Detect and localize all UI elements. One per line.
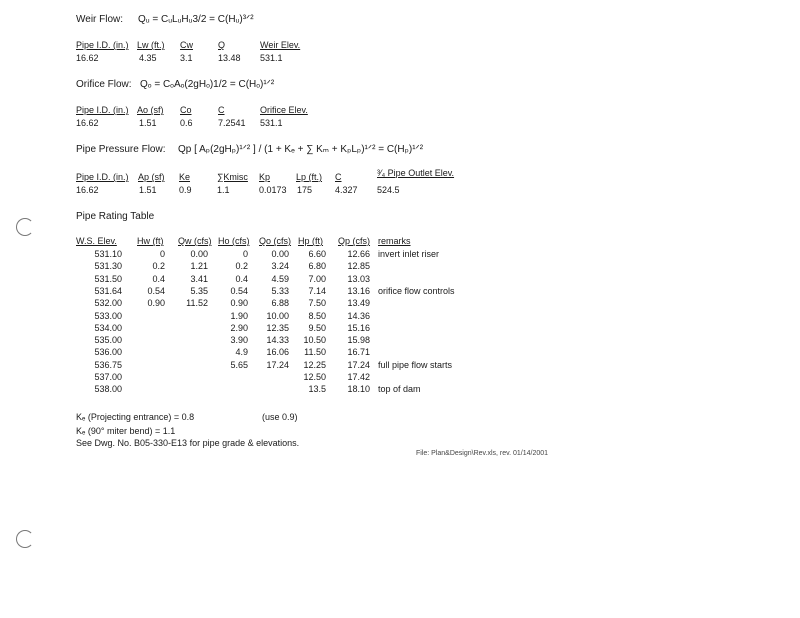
orifice-header-elev: Orifice Elev. [260,105,308,115]
rating-cell-ws-elev: 532.00 [94,298,122,309]
pressure-header-kp: Kp [259,172,271,182]
pressure-header-lp: Lp (ft.) [296,172,323,182]
pressure-value-kp: 0.0173 [259,185,287,195]
rating-header-qw: Qw (cfs) [178,236,212,246]
rating-cell-qp: 13.16 [347,285,370,296]
pressure-value-pipe-id: 16.62 [76,185,99,195]
rating-cell-qo: 6.88 [271,298,289,309]
rating-cell-ho: 3.90 [230,335,248,346]
rating-cell-ws-elev: 531.64 [94,285,122,296]
rating-cell-hp: 13.5 [308,384,326,395]
weir-header-elev: Weir Elev. [260,40,301,50]
rating-cell-hp: 10.50 [303,335,326,346]
rating-cell-qo: 16.06 [266,347,289,358]
pressure-value-c: 4.327 [335,185,358,195]
pressure-value-kmisc: 1.1 [217,185,230,195]
rating-cell-qp: 12.85 [347,261,370,272]
rating-cell-qp: 16.71 [347,347,370,358]
weir-flow-formula: Qᵤ = CᵤLᵤHᵤ3/2 = C(Hᵤ)³ᐟ² [138,14,254,25]
rating-cell-qo: 5.33 [271,285,289,296]
rating-cell-ho: 4.9 [235,347,248,358]
weir-header-q: Q [218,40,226,50]
weir-value-pipe-id: 16.62 [76,53,99,63]
note-ke-projecting: Kₑ (Projecting entrance) = 0.8 [76,412,195,422]
orifice-header-co: Co [180,105,192,115]
note-file-path: File: Plan&Design\Rev.xls, rev. 01/14/2001 [416,450,549,457]
rating-table-title: Pipe Rating Table [76,211,155,222]
rating-cell-remarks: top of dam [378,384,421,395]
rating-cell-hw: 0.90 [147,298,165,309]
rating-cell-qw: 5.35 [190,285,208,296]
rating-cell-ho: 2.90 [230,322,248,333]
rating-header-hw: Hw (ft) [137,236,164,246]
pressure-flow-formula: Qp [ Aₚ(2gHₚ)¹ᐟ² ] / (1 + Kₑ + ∑ Kₘ + KₚLₚ)¹ᐟ² = C(Hₚ)¹ᐟ² [178,144,424,155]
orifice-value-ao: 1.51 [139,118,157,128]
pressure-header-outlet-elev: ³⁄₄ Pipe Outlet Elev. [377,168,455,178]
rating-cell-qp: 18.10 [347,384,370,395]
pressure-value-lp: 175 [297,185,313,195]
rating-cell-qp: 14.36 [347,310,370,321]
rating-cell-qo: 0.00 [271,249,289,259]
rating-cell-ws-elev: 536.00 [94,347,122,358]
rating-cell-ws-elev: 537.00 [94,372,122,382]
rating-cell-ho: 0 [242,249,248,259]
rating-cell-ho: 1.90 [230,310,248,321]
rating-cell-qw: 3.41 [190,273,208,284]
rating-cell-hp: 8.50 [308,310,326,321]
rating-cell-ws-elev: 531.30 [94,261,122,272]
rating-cell-qo: 12.35 [266,322,289,333]
rating-cell-qo: 17.24 [266,359,289,370]
rating-cell-hp: 7.50 [308,298,326,309]
rating-cell-ws-elev: 533.00 [94,310,122,321]
rating-cell-qo: 4.59 [271,273,289,284]
rating-cell-ho: 0.90 [230,298,248,309]
rating-cell-qp: 17.42 [347,372,370,382]
rating-cell-remarks: full pipe flow starts [378,359,453,370]
weir-value-lw: 4.35 [139,53,157,63]
note-ke-use: (use 0.9) [262,412,298,422]
rating-header-qp: Qp (cfs) [338,236,371,246]
rating-cell-qp: 13.49 [347,298,370,309]
orifice-flow-title: Orifice Flow: [76,79,132,90]
rating-cell-hp: 6.80 [308,261,326,272]
rating-cell-ws-elev: 536.75 [94,359,122,370]
orifice-value-pipe-id: 16.62 [76,118,99,128]
rating-cell-ho: 0.4 [235,273,248,284]
rating-cell-hp: 11.50 [304,347,326,358]
rating-cell-qp: 15.16 [347,322,370,333]
rating-cell-hw: 0.4 [152,273,165,284]
rating-cell-ws-elev: 534.00 [94,322,122,333]
binder-hole-mark [16,218,34,236]
weir-value-elev: 531.1 [260,53,283,63]
pressure-header-kmisc: ∑Kmisc [217,172,248,182]
rating-cell-qp: 13.03 [347,273,370,284]
pressure-value-ap: 1.51 [139,185,157,195]
note-drawing-reference: See Dwg. No. B05-330-E13 for pipe grade & elevations. [76,438,300,448]
weir-value-cw: 3.1 [180,53,193,63]
orifice-header-ao: Ao (sf) [137,105,164,115]
rating-cell-hp: 12.25 [303,359,326,370]
rating-cell-hp: 7.14 [308,285,326,296]
rating-header-hp: Hp (ft) [298,236,324,246]
rating-cell-hp: 7.00 [308,273,326,284]
pressure-header-ke: Ke [179,172,191,182]
rating-cell-qo: 14.33 [266,335,289,346]
orifice-header-c: C [218,105,225,115]
rating-cell-qo: 3.24 [271,261,289,272]
rating-cell-ho: 0.2 [235,261,248,272]
rating-cell-ho: 0.54 [230,285,248,296]
weir-header-lw: Lw (ft.) [137,40,165,50]
weir-header-cw: Cw [180,40,193,50]
rating-cell-ws-elev: 535.00 [94,335,122,346]
rating-cell-hw: 0.2 [152,261,165,272]
rating-header-ws-elev: W.S. Elev. [76,236,117,246]
rating-cell-ws-elev: 531.50 [94,273,122,284]
pressure-header-pipe-id: Pipe I.D. (in.) [76,172,129,182]
rating-cell-hp: 12.50 [303,372,326,382]
pressure-header-ap: Ap (sf) [138,172,165,182]
rating-cell-hw: 0 [159,249,165,259]
rating-cell-ws-elev: 531.10 [94,249,122,259]
rating-cell-qp: 15.98 [347,335,370,346]
rating-cell-qw: 1.21 [190,261,208,272]
rating-header-remarks: remarks [378,236,411,246]
rating-header-ho: Ho (cfs) [218,236,250,246]
rating-cell-qw: 11.52 [186,298,208,309]
rating-cell-hp: 6.60 [308,249,326,259]
rating-cell-qo: 10.00 [266,310,289,321]
rating-cell-qp: 17.24 [347,359,370,370]
rating-cell-remarks: invert inlet riser [378,249,440,259]
rating-cell-qw: 0.00 [190,249,208,259]
note-kb-miter: Kₑ (90° miter bend) = 1.1 [76,426,176,436]
rating-cell-ho: 5.65 [230,359,248,370]
rating-cell-ws-elev: 538.00 [94,384,122,395]
pressure-flow-title: Pipe Pressure Flow: [76,144,166,155]
orifice-value-co: 0.6 [180,118,193,128]
orifice-header-pipe-id: Pipe I.D. (in.) [76,105,129,115]
binder-hole-mark [16,530,34,548]
rating-cell-hp: 9.50 [308,322,326,333]
pressure-value-ke: 0.9 [179,185,192,195]
rating-cell-remarks: orifice flow controls [378,285,455,296]
weir-value-q: 13.48 [218,53,241,63]
weir-header-pipe-id: Pipe I.D. (in.) [76,40,129,50]
orifice-value-c: 7.2541 [218,118,246,128]
pressure-header-c: C [335,172,342,182]
orifice-flow-formula: Qₒ = CₒAₒ(2gHₒ)1/2 = C(Hₒ)¹ᐟ² [140,79,275,90]
rating-header-qo: Qo (cfs) [259,236,292,246]
rating-cell-hw: 0.54 [147,285,165,296]
orifice-value-elev: 531.1 [260,118,283,128]
pressure-value-outlet-elev: 524.5 [377,185,400,195]
weir-flow-title: Weir Flow: [76,14,124,25]
rating-cell-qp: 12.66 [347,249,370,259]
